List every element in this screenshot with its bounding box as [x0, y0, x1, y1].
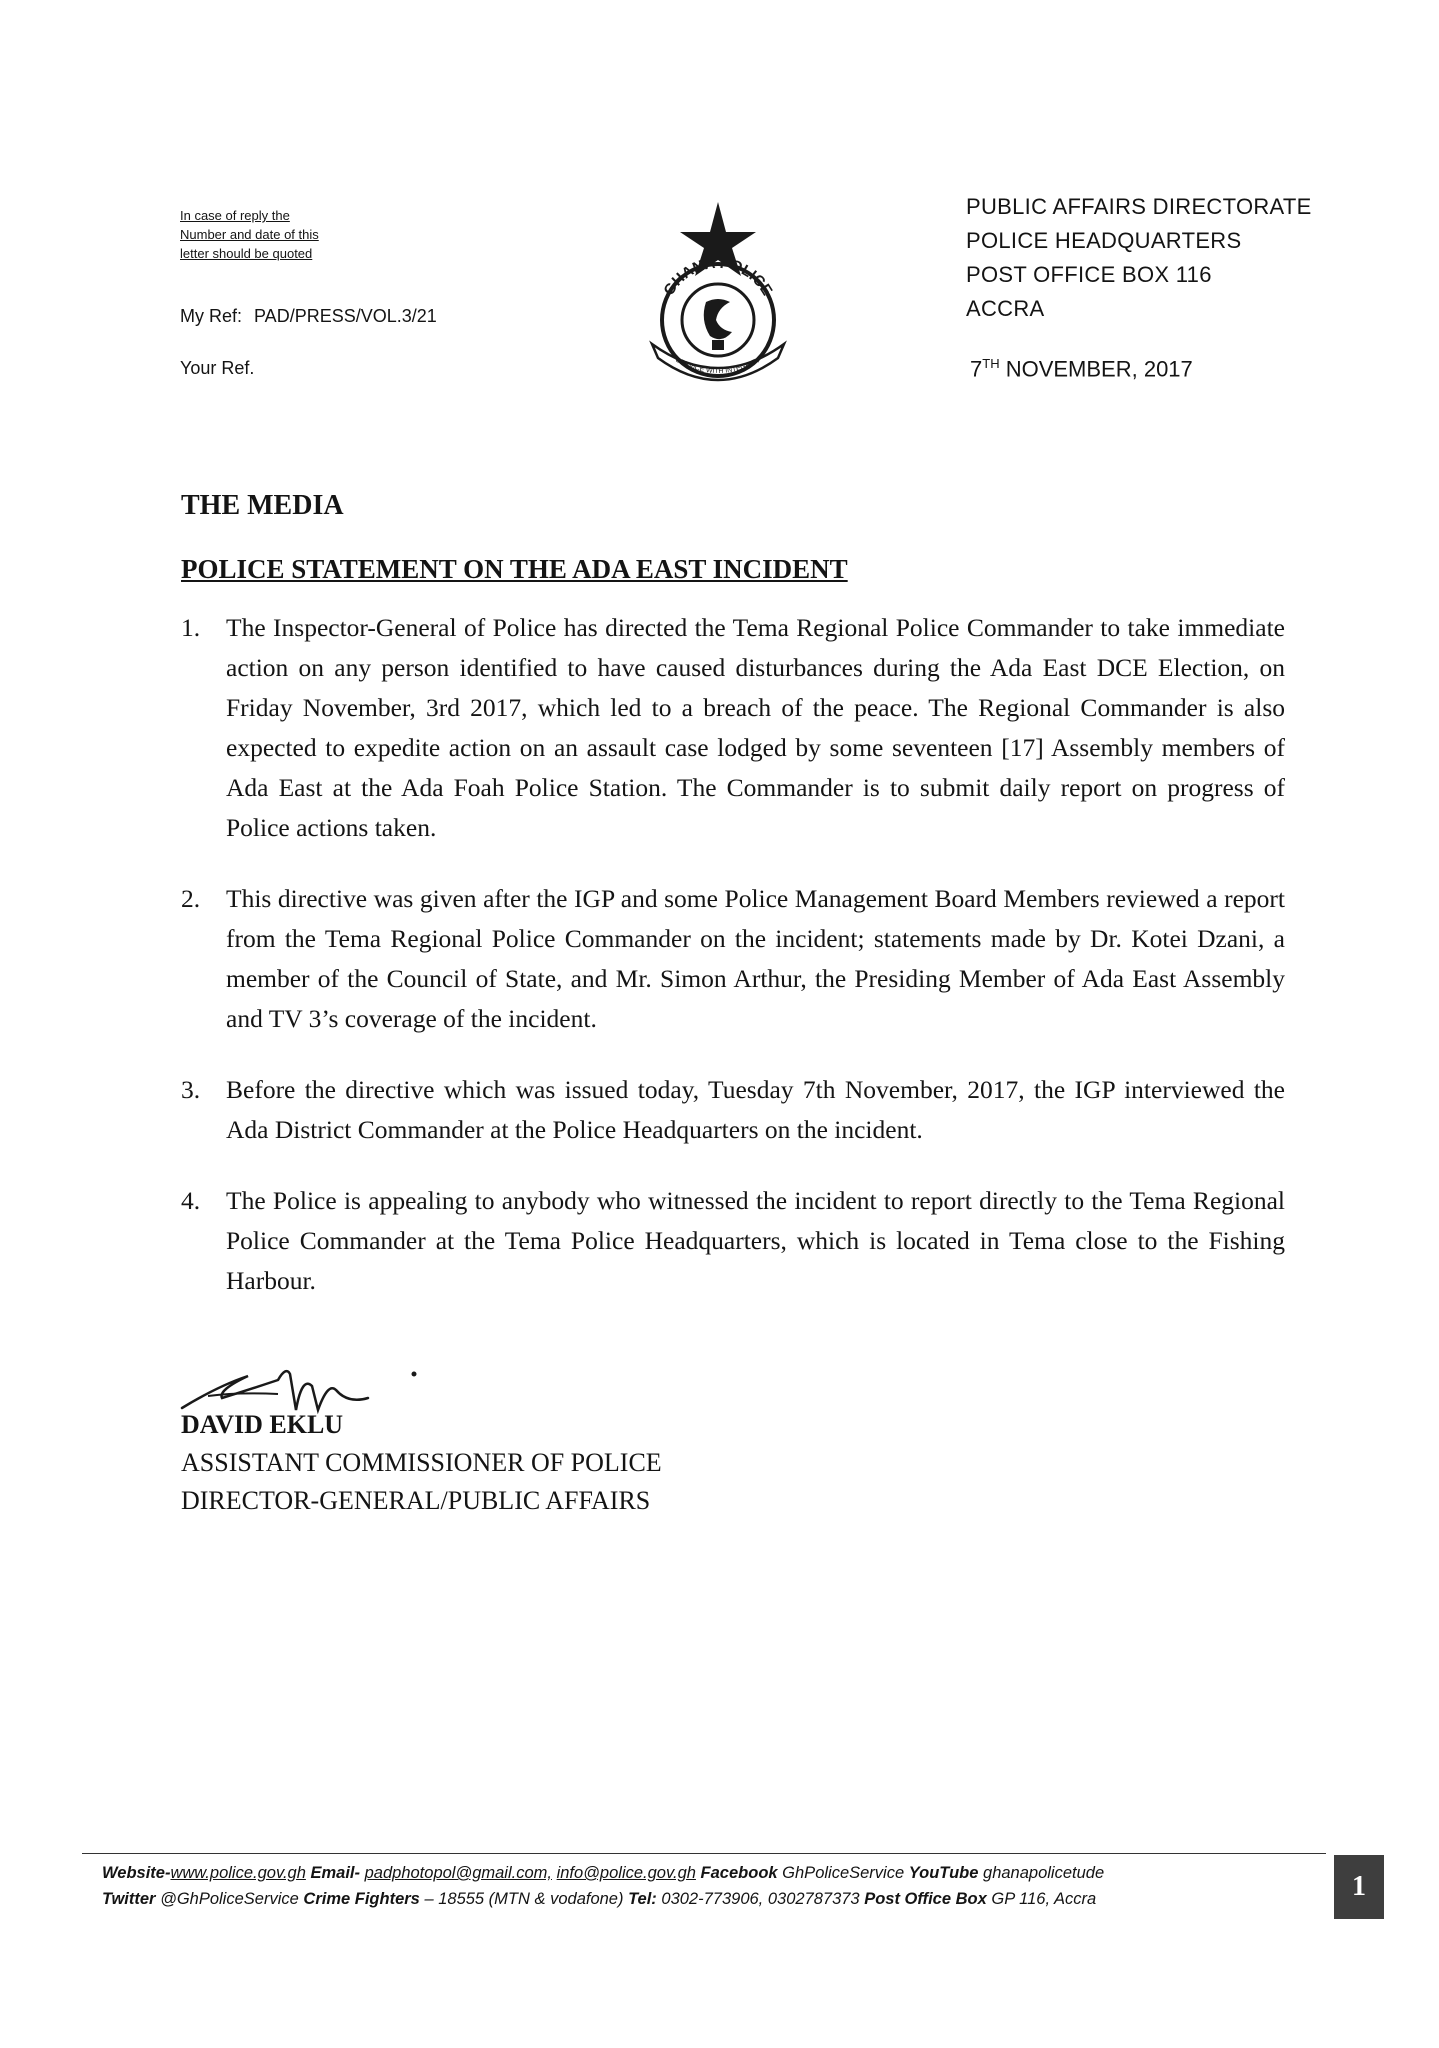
tel-label: Tel: [628, 1890, 657, 1908]
paragraph-number: 2. [181, 884, 201, 913]
date-day: 7 [970, 356, 983, 382]
youtube-label: YouTube [908, 1864, 979, 1882]
date-suffix: TH [982, 356, 1000, 371]
email-label: Email- [310, 1864, 361, 1882]
address-line: PUBLIC AFFAIRS DIRECTORATE [966, 194, 1312, 219]
facebook-label: Facebook [700, 1864, 778, 1882]
signatory-rank: ASSISTANT COMMISSIONER OF POLICE [181, 1448, 662, 1477]
statement-paragraphs [181, 608, 1285, 1332]
my-ref-value: PAD/PRESS/VOL.3/21 [254, 306, 437, 326]
ghana-police-crest-logo [636, 198, 800, 396]
crime-fighters-number: – 18555 (MTN & vodafone) [424, 1890, 624, 1908]
footer-line-2 [102, 1886, 1324, 1912]
your-ref-label: Your Ref. [180, 358, 255, 378]
address-line: POST OFFICE BOX 116 [966, 262, 1212, 287]
signatory-title: DIRECTOR-GENERAL/PUBLIC AFFAIRS [181, 1486, 651, 1515]
post-office-label: Post Office Box [864, 1890, 987, 1908]
date-rest: NOVEMBER, 2017 [999, 356, 1193, 382]
youtube-handle: ghanapolicetude [983, 1864, 1105, 1882]
paragraph [181, 608, 1285, 848]
footer-divider [82, 1853, 1326, 1854]
twitter-handle: @GhPoliceService [160, 1890, 299, 1908]
signatory-name: DAVID EKLU [181, 1410, 344, 1439]
twitter-label: Twitter [102, 1890, 156, 1908]
paragraph-text: The Inspector-General of Police has directed the Tema Regional Police Commander to take immediate action on any person identified to have caused disturbances during the Ada East DCE Election, on Friday November, 3rd 2017, which led to a breach of the peace. The Regional Commander is also expected to expedite action on an assault case lodged by some seventeen [17] Assembly members of Ada East at the Ada Foah Police Station. The Commander is to submit daily report on progress of Police actions taken. [226, 613, 1285, 842]
reply-note-line: In case of reply the [180, 208, 290, 223]
page-number-badge: 1 [1334, 1855, 1384, 1919]
crest-base-mark [712, 340, 724, 350]
subject-heading: POLICE STATEMENT ON THE ADA EAST INCIDENT [181, 554, 848, 584]
website-link[interactable]: www.police.gov.gh [170, 1864, 306, 1882]
paragraph-text: The Police is appealing to anybody who witnessed the incident to report directly to the Tema Regional Police Commander at the Tema Police Headquarters, which is located in Tema close to the Fishing Harbour. [226, 1186, 1285, 1295]
tel-numbers: 0302-773906, 0302787373 [661, 1890, 860, 1908]
reply-note-line: Number and date of this [180, 227, 319, 242]
crest-motto: SERVICE WITH INTEGRITY [674, 356, 762, 376]
email-link[interactable]: info@police.gov.gh [556, 1864, 696, 1882]
letter-date [970, 356, 1193, 382]
your-reference [180, 358, 266, 379]
cockerel-icon [704, 299, 732, 339]
post-office-value: GP 116, Accra [991, 1890, 1097, 1908]
paragraph [181, 879, 1285, 1039]
recipient-heading: THE MEDIA [181, 490, 344, 521]
contact-footer [102, 1860, 1324, 1912]
reply-instruction [180, 206, 319, 263]
footer-line-1 [102, 1860, 1324, 1886]
reply-note-line: letter should be quoted [180, 246, 313, 261]
crime-fighters-label: Crime Fighters [303, 1890, 420, 1908]
address-line: POLICE HEADQUARTERS [966, 228, 1242, 253]
signatory-block [181, 1406, 662, 1520]
email-link[interactable]: padphotopol@gmail.com, [364, 1864, 552, 1882]
paragraph-number: 3. [181, 1075, 201, 1104]
my-ref-label: My Ref: [180, 306, 243, 326]
paragraph-number: 1. [181, 613, 201, 642]
facebook-handle: GhPoliceService [782, 1864, 905, 1882]
paragraph [181, 1070, 1285, 1150]
crest-text: GHANA POLICE [660, 254, 776, 299]
paragraph-number: 4. [181, 1186, 201, 1215]
my-reference [180, 306, 437, 327]
paragraph [181, 1181, 1285, 1301]
address-line: ACCRA [966, 296, 1045, 321]
paragraph-text: Before the directive which was issued today, Tuesday 7th November, 2017, the IGP interviewed the Ada District Commander at the Police Headquarters on the incident. [226, 1075, 1285, 1144]
paragraph-text: This directive was given after the IGP and some Police Management Board Members reviewed a report from the Tema Regional Police Commander on the incident; statements made by Dr. Kotei Dzani, a member of the Council of State, and Mr. Simon Arthur, the Presiding Member of Ada East Assembly and TV 3’s coverage of the incident. [226, 884, 1285, 1033]
website-label: Website- [102, 1864, 171, 1882]
sender-address [966, 190, 1312, 326]
